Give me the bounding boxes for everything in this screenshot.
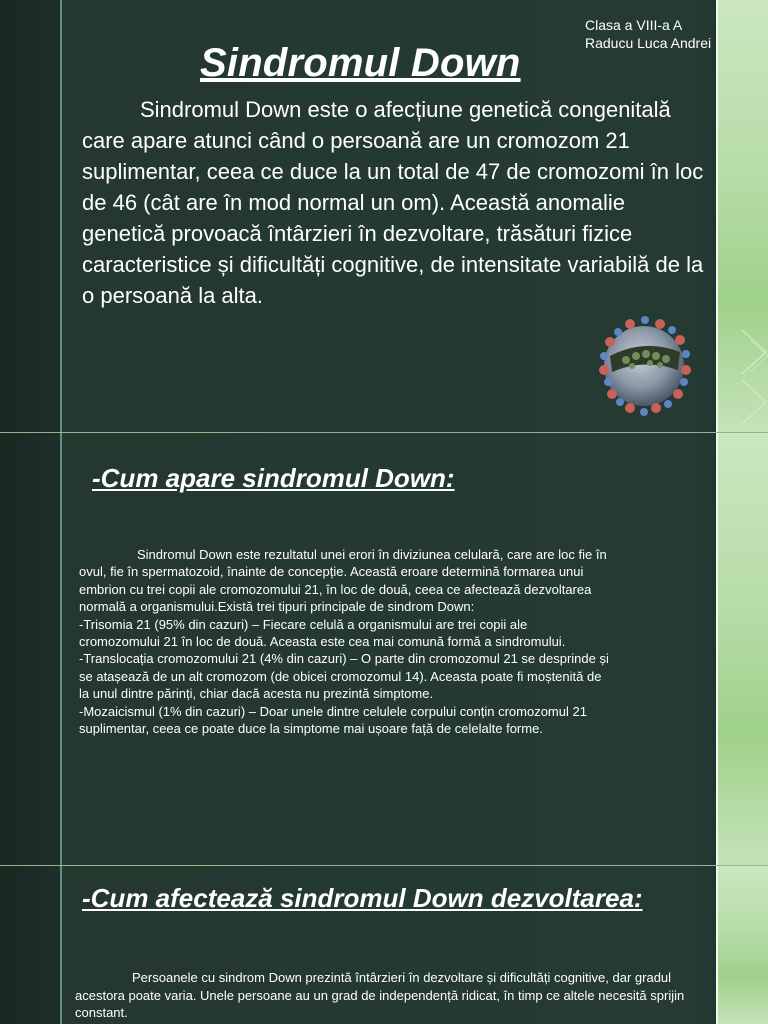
- class-label: Clasa a VIII-a A: [585, 17, 683, 33]
- page-title: Sindromul Down: [200, 40, 521, 85]
- cause-intro-text: Sindromul Down este rezultatul unei erori în diviziunea celulară, care are loc fie în ovul, fie în spermatozoid, înainte de concepție. Această eroare determină formarea unui embrion cu trei copii ale cromozomului 21, în loc de două, ceea ce afectează dezvoltarea normală a organismului.Există trei tipuri principale de sindrom Down:: [79, 547, 607, 615]
- virus-illustration: [590, 312, 698, 416]
- slide-intro: [0, 0, 768, 432]
- left-vertical-line: [60, 0, 62, 432]
- development-paragraph: Persoanele cu sindrom Down prezintă întârzieri în dezvoltare și dificultăți cognitive, dar gradul acestora poate varia. Unele persoane au un grad de independență ridicat, în timp ce altele necesită sprijin constant.: [75, 970, 685, 1021]
- author-name: Raducu Luca Andrei: [585, 35, 712, 51]
- intro-paragraph: Sindromul Down este o afecțiune genetică congenitală care apare atunci când o persoană are un cromozom 21 suplimentar, ceea ce duce la un total de 47 de cromozomi în loc de 46 (cât are în mod normal un om). Această anomalie genetică provoacă întârzieri în dezvoltare, trăsături fizice caracteristice și dificultăți cognitive, de intensitate variabilă de la o persoană la alta.: [82, 97, 704, 308]
- cause-paragraph: [79, 546, 609, 737]
- translocation-item: -Translocația cromozomului 21 (4% din cazuri) – O parte din cromozomul 21 se desprinde și se atașează de un alt cromozom (de obicei cromozomul 14). Aceasta poate fi moștenită de la unul dintre părinți, chiar dacă acesta nu prezintă simptome.: [79, 651, 609, 702]
- mosaicism-item: -Mozaicismul (1% din cazuri) – Doar unele dintre celulele corpului conțin cromozomul 21 suplimentar, ceea ce poate duce la simptome mai ușoare față de celelalte forme.: [79, 703, 587, 737]
- right-accent-bar: [716, 433, 768, 865]
- slide-development: [0, 866, 768, 1024]
- chevron-decoration-icon: [716, 0, 768, 432]
- trisomy-item: -Trisomia 21 (95% din cazuri) – Fiecare celulă a organismului are trei copii ale cromozomului 21 în loc de două. Aceasta este cea mai comună formă a sindromului.: [79, 616, 566, 650]
- left-vertical-line: [60, 433, 62, 865]
- left-vertical-line: [60, 866, 62, 1024]
- section-heading-development: -Cum afectează sindromul Down dezvoltarea:: [82, 883, 643, 913]
- author-info: [585, 16, 711, 52]
- right-accent-bar: [716, 866, 768, 1024]
- section-heading-cause: -Cum apare sindromul Down:: [92, 463, 455, 493]
- slide-cause: [0, 433, 768, 865]
- right-accent-bar: [716, 0, 768, 432]
